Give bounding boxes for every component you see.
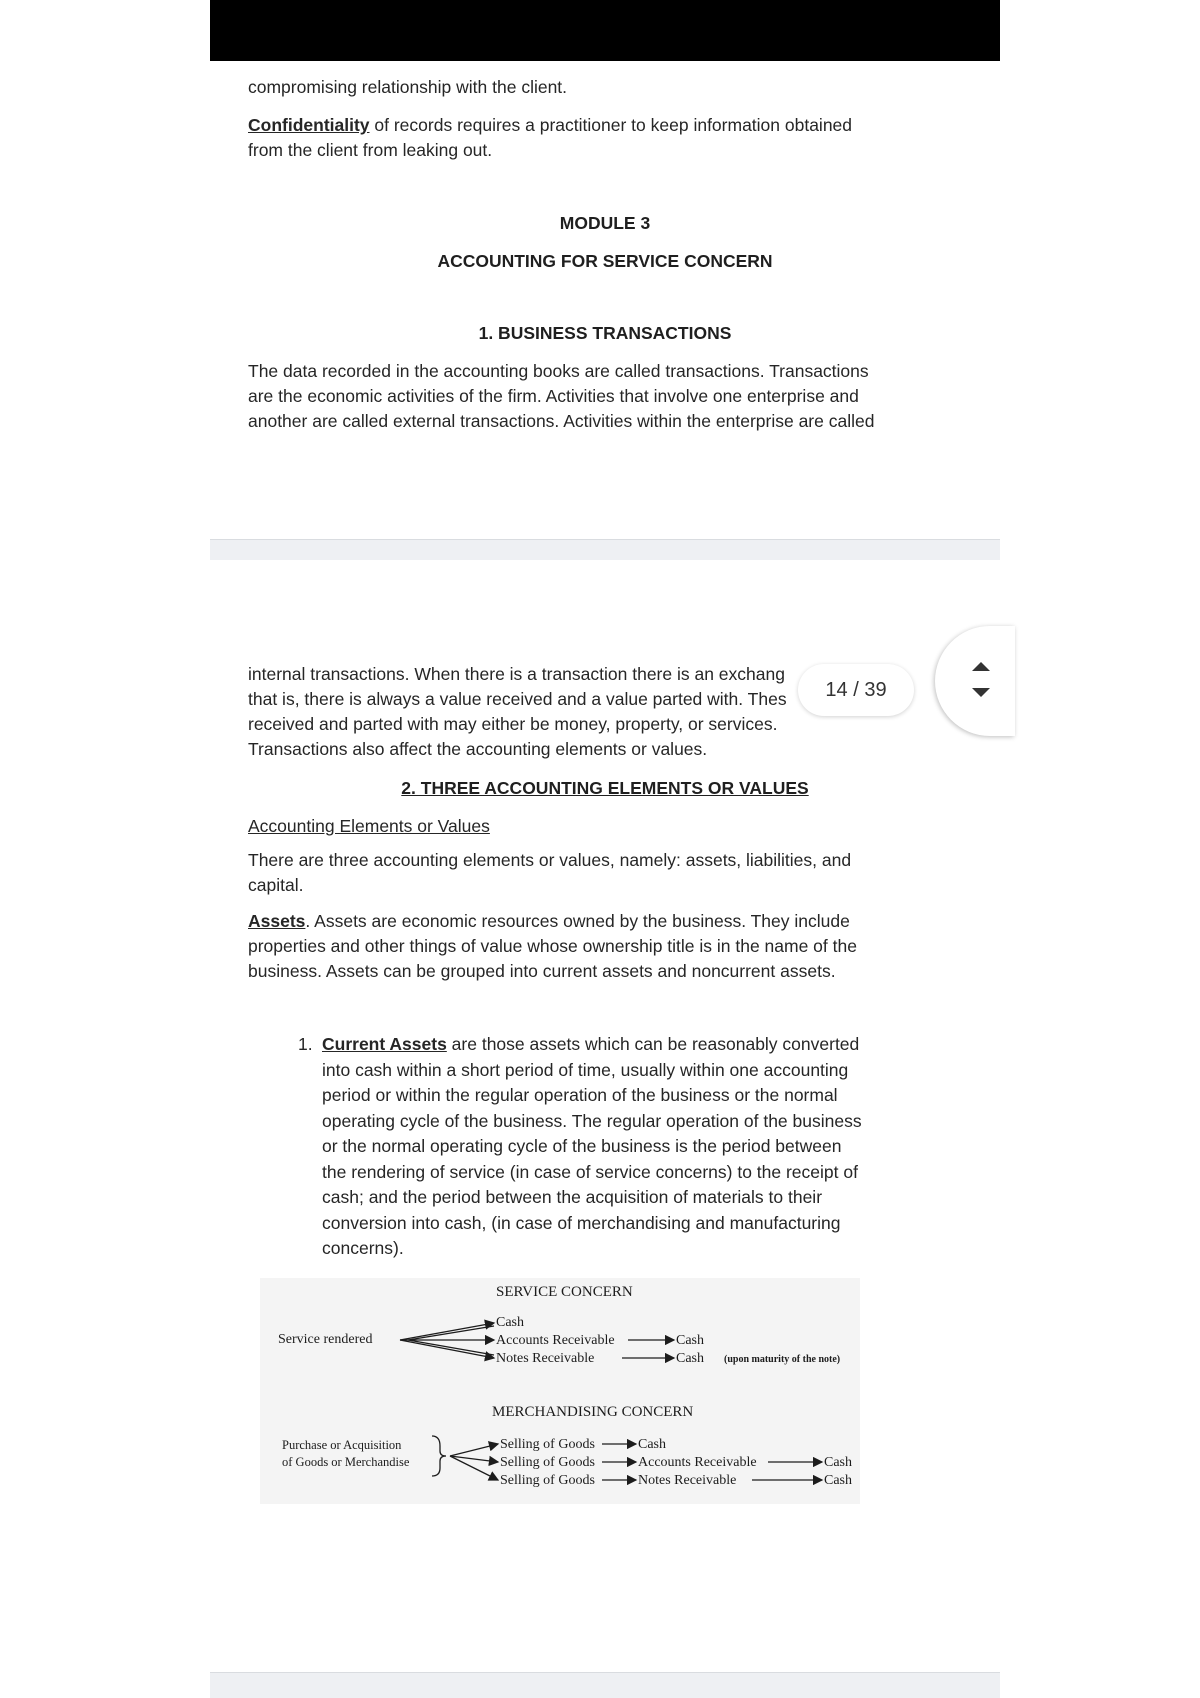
paragraph-line: business. Assets can be grouped into current assets and noncurrent assets. bbox=[248, 961, 836, 981]
list-item-current-assets bbox=[298, 1032, 912, 1262]
previous-page-arrow-icon[interactable] bbox=[972, 662, 990, 671]
paragraph-line: received and parted with may either be money, property, or services. bbox=[248, 714, 778, 734]
service-merchandising-flow-diagram bbox=[260, 1278, 860, 1504]
target-cash: Cash bbox=[496, 1315, 524, 1330]
top-toolbar bbox=[210, 0, 1000, 61]
confidentiality-paragraph bbox=[248, 113, 908, 163]
term-current-assets: Current Assets bbox=[322, 1034, 447, 1054]
paragraph-text: of records requires a practitioner to keep information obtained bbox=[369, 115, 853, 135]
section-heading-business-transactions: 1. BUSINESS TRANSACTIONS bbox=[478, 323, 732, 343]
paragraph-line: are the economic activities of the firm. Activities that involve one enterprise and bbox=[248, 386, 859, 406]
page-separator bbox=[210, 539, 1000, 561]
next-page-arrow-icon[interactable] bbox=[972, 688, 990, 697]
arrow-to-selling bbox=[450, 1444, 498, 1456]
module-subtitle: ACCOUNTING FOR SERVICE CONCERN bbox=[437, 251, 773, 271]
paragraph-line: internal transactions. When there is a transaction there is an exchang bbox=[248, 664, 785, 684]
paragraph-line: concerns). bbox=[322, 1238, 404, 1258]
arrow-to-cash bbox=[400, 1323, 494, 1340]
paragraph-line: period or within the regular operation of the business or the normal bbox=[322, 1085, 838, 1105]
paragraph-line: cash; and the period between the acquisition of materials to their bbox=[322, 1187, 823, 1207]
paragraph-line: Transactions also affect the accounting elements or values. bbox=[248, 739, 708, 759]
selling-of-goods: Selling of Goods bbox=[500, 1473, 595, 1488]
purchase-label-line1: Purchase or Acquisition bbox=[282, 1438, 402, 1452]
result-cash: Cash bbox=[676, 1333, 704, 1348]
business-transactions-paragraph bbox=[248, 359, 908, 434]
service-rendered-label: Service rendered bbox=[278, 1332, 373, 1347]
arrow-to-notes-receivable bbox=[400, 1340, 494, 1358]
paragraph-line: the rendering of service (in case of service concerns) to the receipt of bbox=[322, 1161, 858, 1182]
merch-accounts-receivable: Accounts Receivable bbox=[638, 1455, 757, 1470]
merch-bracket bbox=[432, 1436, 446, 1476]
paragraph-line: capital. bbox=[248, 875, 304, 895]
section-heading-accounting-elements: 2. THREE ACCOUNTING ELEMENTS OR VALUES bbox=[401, 778, 809, 798]
selling-of-goods: Selling of Goods bbox=[500, 1455, 595, 1470]
merch-final-cash: Cash bbox=[824, 1473, 852, 1488]
purchase-label-line2: of Goods or Merchandise bbox=[282, 1455, 410, 1469]
arrow-double-line bbox=[408, 1326, 494, 1340]
assets-paragraph bbox=[248, 909, 908, 984]
paragraph-line: operating cycle of the business. The regular operation of the business bbox=[322, 1110, 862, 1131]
target-notes-receivable: Notes Receivable bbox=[496, 1351, 595, 1366]
paragraph-line: The data recorded in the accounting books are called transactions. Transactions bbox=[248, 361, 869, 381]
paragraph-line: compromising relationship with the client. bbox=[248, 77, 568, 97]
document-page-13 bbox=[210, 61, 1000, 539]
page-separator bbox=[210, 1672, 1000, 1698]
selling-of-goods: Selling of Goods bbox=[500, 1437, 595, 1452]
term-confidentiality: Confidentiality bbox=[248, 115, 370, 135]
merch-cash: Cash bbox=[638, 1437, 666, 1452]
elements-paragraph bbox=[248, 848, 908, 898]
term-assets: Assets bbox=[248, 911, 306, 931]
arrow-double-line bbox=[408, 1340, 494, 1355]
page-indicator: 14 / 39 bbox=[798, 664, 914, 716]
paragraph-line: properties and other things of value whose ownership title is in the name of the bbox=[248, 936, 857, 956]
paragraph-text: are those assets which can be reasonably converted bbox=[446, 1034, 860, 1054]
module-title: MODULE 3 bbox=[559, 213, 651, 233]
maturity-note: (upon maturity of the note) bbox=[724, 1354, 841, 1365]
paragraph-line: that is, there is always a value received and a value parted with. Thes bbox=[248, 689, 787, 709]
service-concern-heading: SERVICE CONCERN bbox=[496, 1284, 633, 1300]
subheading-accounting-elements: Accounting Elements or Values bbox=[248, 816, 490, 836]
paragraph-line: another are called external transactions. Activities within the enterprise are called bbox=[248, 411, 875, 431]
paragraph-line: into cash within a short period of time, usually within one accounting bbox=[322, 1059, 849, 1080]
document-page-14 bbox=[210, 560, 1000, 1672]
paragraph-text: . Assets are economic resources owned by the business. They include bbox=[305, 911, 850, 931]
target-accounts-receivable: Accounts Receivable bbox=[496, 1333, 615, 1348]
diagram-arrows bbox=[260, 1278, 860, 1504]
transactions-continued-paragraph bbox=[248, 662, 808, 762]
merchandising-concern-heading: MERCHANDISING CONCERN bbox=[492, 1404, 694, 1420]
paragraph-text: from the client from leaking out. bbox=[248, 140, 493, 160]
list-number: 1. bbox=[298, 1034, 313, 1054]
paragraph-line: conversion into cash, (in case of merchandising and manufacturing bbox=[322, 1212, 841, 1233]
result-cash: Cash bbox=[676, 1351, 704, 1366]
paragraph-line: There are three accounting elements or values, namely: assets, liabilities, and bbox=[248, 850, 852, 870]
merch-final-cash: Cash bbox=[824, 1455, 852, 1470]
merch-notes-receivable: Notes Receivable bbox=[638, 1473, 737, 1488]
paragraph-line: or the normal operating cycle of the business is the period between bbox=[322, 1136, 842, 1156]
